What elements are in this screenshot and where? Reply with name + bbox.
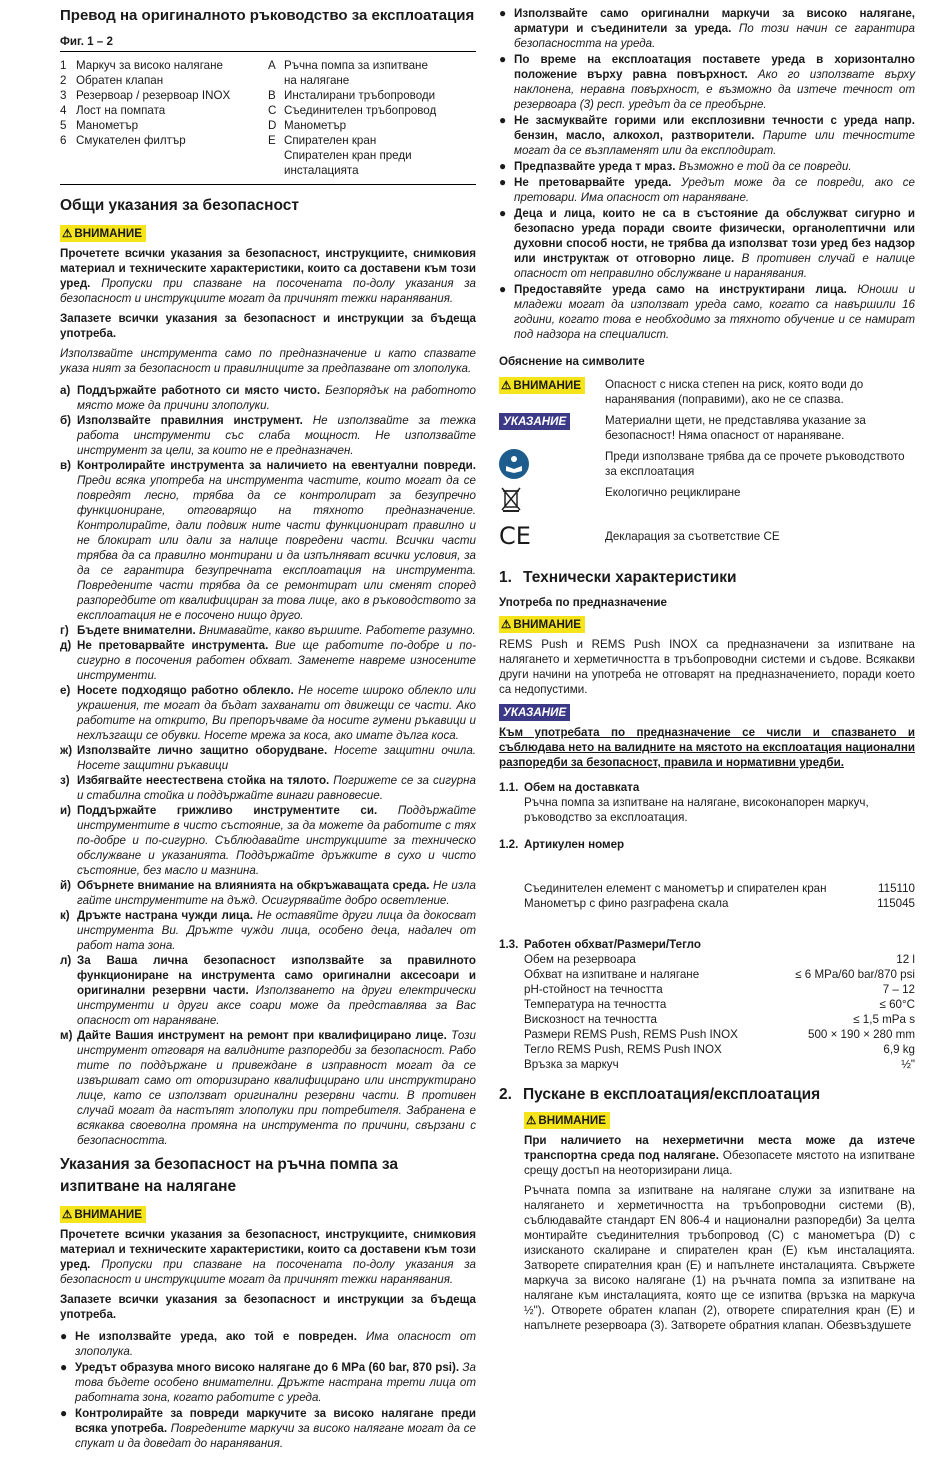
bullet-item [499,159,915,174]
spec-row [524,967,915,982]
safety-rule-bold: За Ваша лична безопасност използвайте за правилното функциониране на инструмента само оригинални аксесоари и оригинални резервни части. [77,954,476,997]
section-2-title: Пускане в експлоатация/експлоатация [523,1086,821,1103]
legend-right-column [268,58,476,178]
bullet-italic: За това бъдете особено внимателни. Дръжте настрана трети лица от работната зона, когато работите с уреда. [75,1361,476,1404]
warning-triangle-icon: ⚠ [62,227,73,240]
spec-name: Температура на течността [524,998,667,1011]
bullet-text [514,159,915,174]
bullet-text [75,1329,476,1359]
legend-key: C [268,104,277,117]
safety-rule-text [77,773,476,803]
warning-label: ВНИМАНИЕ [74,1208,142,1221]
safety-rule-italic: Не използвайте за тежка работа инструменти със слаба мощност. Не използвайте инструмент за цели, за които не е предназначен. [77,414,476,457]
symbol-ce-row [499,523,915,549]
section-1-3-number: 1.3. [499,938,519,951]
spec-name: Обем на резервоара [524,953,636,966]
safety-rule-bold: Не претоварвайте инструмента. [77,639,269,652]
safety-rule-italic: Погрижете се за сигурна и стабилна стойка и поддържайте винаги равновесие. [77,774,476,802]
legend-row [268,58,476,73]
section-1-2-title: Артикулен номер [524,838,625,851]
legend-key: 6 [60,134,67,147]
safety-rule-italic: Безпорядък на работното място може да причини злополуки. [77,384,477,412]
section-1-1-text: Ръчна помпа за изпитване на налягане, високонапорен маркуч, ръководство за експлоатация. [524,796,869,824]
symbol-note-desc: Материални щети, не представлява указание за безопасност! Няма опасност от нараняване. [605,414,866,442]
legend-key: 5 [60,119,67,132]
legend-key: 4 [60,104,67,117]
section-1-number: 1. [499,569,512,586]
pump-intro-italic: Пропуски при спазване на посочената по-долу указания за безопасност и инструкциите могат да причинят тежки наранявания. [60,1258,476,1286]
bullet-text [514,113,915,158]
safety-rule-marker: й) [60,879,71,892]
spec-value: 7 – 12 [882,983,915,996]
spec-row [524,997,915,1012]
general-safety-heading: Общи указания за безопасност [60,197,299,214]
bullet-item [60,1406,476,1451]
legend-row [268,73,476,88]
symbol-note-row [499,413,915,443]
warning-triangle-icon: ⚠ [501,618,512,631]
spec-name: Размери REMS Push, REMS Push INOX [524,1028,738,1041]
safety-rule-item [60,638,476,683]
legend-key: 1 [60,59,67,72]
safety-rule-item [60,623,476,638]
legend-value: Ръчна помпа за изпитване [284,59,428,72]
spec-row [524,952,915,967]
legend-key: D [268,119,277,132]
safety-rule-marker: з) [60,774,70,787]
spec-value: ≤ 1,5 mPa s [853,1013,915,1026]
symbol-warning-badge [499,377,585,394]
safety-rule-text [77,803,476,878]
warning-triangle-icon: ⚠ [62,1208,73,1221]
symbol-warning-desc: Опасност с ниска степен на риск, която води до наранявания (поправими), ако не се спазва. [605,378,864,406]
legend-key: 3 [60,89,67,102]
safety-rule-bold: Използвайте лично защитно оборудване. [77,744,328,757]
safety-rule-italic: Използването на други електрически инструменти и други аксе соари може да представлява за Вас опасност от нараняване. [77,984,476,1027]
spec-list [524,952,915,1072]
safety-rule-bold: Използвайте правилния инструмент. [77,414,303,427]
safety-rule-bold: Бъдете внимателни. [77,624,196,637]
bullet-dot-icon: ● [499,159,507,173]
article-list [524,881,915,911]
safety-rule-text [77,383,476,413]
safety-rule-text [77,683,476,743]
ce-mark-icon: CE [499,522,531,550]
section-1-heading [499,567,915,589]
section-2-number: 2. [499,1086,512,1103]
spec-name: Вискозност на течността [524,1013,657,1026]
legend-key [268,73,284,88]
general-intro-bold: Прочетете всички указания за безопасност, инструкциите, снимковия материал и техническите характеристики, които са доставени към този уред. [60,247,476,290]
sec2-warning-label: ВНИМАНИЕ [538,1114,606,1127]
safety-rule-bold: Контролирайте инструмента за наличието на евентуални повреди. [77,459,476,472]
legend-value: Съединителен тръбопровод [284,104,437,117]
bullet-dot-icon: ● [499,282,507,296]
bullet-italic: Уредът може да се повреди, ако се претовари. Има опасност от нараняване. [514,176,915,204]
bullet-text [514,206,915,281]
pump-safety-bullets [60,1329,476,1451]
safety-rule-marker: и) [60,804,71,817]
safety-rule-bold: Поддържайте грижливо инструментите си. [77,804,378,817]
warning-badge [60,225,146,242]
article-row [524,896,915,911]
symbol-warning-row [499,377,915,407]
safety-rule-marker: д) [60,639,72,652]
spec-row [524,1042,915,1057]
symbol-note-badge: УКАЗАНИЕ [499,413,570,430]
pump-safety-heading: Указания за безопасност на ръчна помпа за изпитване на налягане [60,1156,398,1195]
symbol-ce-desc: Декларация за съответствие CE [605,530,780,543]
safety-rule-italic: Този инструмент отговаря на валидните разпоредби за безопасност. Рабо тите по поддържане и привеждане в изправност могат да се извършват само от оторизирано квалифицирано или инструктирано лице, като се използват оригинални резервни части. В противен случай могат да настъпят злополуки при потребителя. Забранена е всякаква своеволна промяна на инструмента по причини, свързани с безопасността. [77,1029,476,1147]
figure-legend [60,58,476,185]
use-warning-badge [499,616,585,633]
safety-rule-item [60,908,476,953]
document-title: Превод на оригиналното ръководство за експлоатация [60,7,475,24]
safety-rule-bold: Дайте Вашия инструмент на ремонт при квалифицирано лице. [77,1029,447,1042]
safety-rule-marker: е) [60,684,71,697]
bullet-dot-icon: ● [60,1360,68,1374]
safety-rule-item [60,383,476,413]
spec-value: ≤ 60°C [879,998,915,1011]
safety-rule-item [60,878,476,908]
bullet-dot-icon: ● [499,175,507,189]
bullet-bold: Уредът образува много високо налягане до 6 MPa (60 bar, 870 psi). [75,1361,460,1374]
sec2-warning-normal: Обезопасете мястото на изпитване срещу достъп на неоторизирани лица. [524,1149,915,1177]
safety-rule-italic: Не оставяйте други лица да докосват инструмента Ви. Дръжте чужди лица, особено деца, надалеч от работ ната зона. [77,909,476,952]
sec2-procedure-text: Ръчната помпа за изпитване на налягане служи за изпитване на налягането и херметичността на тръбопроводни системи (B), съблюдавайте стандарт EN 806-4 и национални разпоредби) За целта монтирайте съединителния тръбопровод (C) с манометъра (D) с изисканото скалиране и спирателен кран (E) към инсталацията. Затворете спирателния кран (E) и напълнете инсталацията. Свържете маркуча за високо налягане (1) на ръчната помпа за изпитване на налягане към инсталацията, която ще се изпитва (връзка на маркуча ½"). Отворете обратен клапан (2), отворете спирателния кран (E) и напълнете резервоара (3). Затворете обратния клапан. Обезвъздушете [524,1184,915,1332]
bullet-item [499,206,915,281]
safety-rule-text [77,908,476,953]
safety-rule-text [77,458,476,623]
section-1-3-title: Работен обхват/Размери/Тегло [524,938,701,951]
safety-rule-text [77,1028,476,1148]
legend-value: Спирателен кран [284,134,377,147]
safety-rule-marker: м) [60,1029,73,1042]
bullet-item [499,113,915,158]
spec-row [524,1012,915,1027]
bullet-bold: Не претоварвайте уреда. [514,176,672,189]
bullet-italic: Повредените маркучи за високо налягане могат да се спукат и да доведат до наранявания. [75,1422,476,1450]
spec-value: 6,9 kg [883,1043,915,1056]
bullet-italic: Юноши и младежи могат да използват уреда само, когато са навършили 16 години, когато това е необходимо за тяхното обучение и се намират под надзора на специалист. [514,283,915,341]
legend-row [60,103,268,118]
bullet-italic: Има опасност от злополука. [75,1330,476,1358]
bullet-item [60,1360,476,1405]
section-1-1-title: Обем на доставката [524,781,640,794]
safety-rule-bold: Поддържайте работното си място чисто. [77,384,321,397]
legend-value: Смукателен филтър [76,134,186,147]
symbol-read-manual-row [499,449,915,479]
symbol-eco-desc: Екологично рециклиране [605,486,741,499]
article-row [524,881,915,896]
spec-value: 500 × 190 × 280 mm [808,1028,915,1041]
legend-row [268,103,476,118]
safety-rule-bold: Обърнете внимание на влиянията на обкръжаващата среда. [77,879,430,892]
warning-triangle-icon: ⚠ [501,379,512,392]
bullet-bold: Използвайте само оригинални маркучи за високо налягане, арматури и съединители за уреда. [514,7,915,35]
section-1-3 [499,937,915,1072]
left-column [60,6,476,1457]
legend-row [268,148,476,178]
legend-left-column [60,58,268,178]
section-2-heading [499,1084,915,1106]
spec-name: Обхват на изпитване и налягане [524,968,700,981]
article-number: 115110 [878,882,915,895]
bullet-bold: Предпазвайте уреда т мраз. [514,160,676,173]
bullet-item [499,282,915,342]
bullet-dot-icon: ● [499,52,507,66]
section-2-body [499,1110,915,1333]
bullet-italic: В противен случай е налице опасност от неправилно обслужване и наранявания. [514,252,915,280]
safety-rule-text [77,878,476,908]
safety-rule-italic: Не изла гайте инструментите на дъжд. Осигурявайте добро осветление. [77,879,476,907]
spec-row [524,1057,915,1072]
bullet-dot-icon: ● [499,6,507,20]
section-1-title: Технически характеристики [523,569,737,586]
intended-use-text: REMS Push и REMS Push INOX са предназначени за изпитване на налягането и херметичността в тръбопроводни системи и съдове. Всякакви други начини на употреба не отговарят на предназначението, поради което са недопустими. [499,638,915,696]
section-1-2-number: 1.2. [499,838,519,851]
pump-warning-badge [60,1206,146,1223]
use-warning-label: ВНИМАНИЕ [513,618,581,631]
bullet-italic: Възможно е той да се повреди. [675,160,852,173]
safety-rule-bold: Избягвайте неестествена стойка на тялото. [77,774,330,787]
bullet-dot-icon: ● [60,1406,68,1420]
spec-name: Връзка за маркуч [524,1058,619,1071]
spec-name: pH-стойност на течността [524,983,663,996]
safety-rule-marker: в) [60,459,71,472]
safety-rule-item [60,803,476,878]
legend-value: Манометър [284,119,347,132]
legend-key: B [268,89,276,102]
safety-rule-marker: б) [60,414,72,427]
bullet-item [499,52,915,112]
bullet-bold: Деца и лица, които не са в състояние да обслужват сигурно и безопасно уреда поради своите физически, органолептични или духовни способ ности, не трябва да използват този уред без надзор или инструктаж от отговорно лице. [514,207,915,265]
legend-row [60,133,268,148]
safety-rule-italic: Вие ще работите по-добре и по-сигурно в посочения работен обхват. Заменете навреме износените инструменти. [77,639,476,682]
symbol-read-manual-desc: Преди използване трябва да се прочете ръководството за експлоатация [605,450,905,478]
bullet-italic: Парите или течностите могат да се възпламенят или да експлодират. [514,129,915,157]
safety-rule-italic: Внимавайте, какво вършите. Работете разумно. [195,624,476,637]
sec2-warning-badge [524,1112,610,1129]
bullet-bold: Не засмуквайте горими или експлозивни течности с уреда напр. бензин, масло, алкохол, разтворители. [514,114,915,142]
device-safety-bullets [499,6,915,342]
safety-rule-text [77,623,476,638]
use-note-badge: УКАЗАНИЕ [499,704,570,721]
legend-value: Инсталирани тръбопроводи [284,89,436,102]
bullet-item [499,6,915,51]
legend-value: Манометър [76,119,139,132]
safety-rule-item [60,1028,476,1148]
warning-triangle-icon: ⚠ [526,1114,537,1127]
spec-value: ≤ 6 MPa/60 bar/870 psi [795,968,915,981]
section-1-1 [499,780,915,825]
legend-row [60,88,268,103]
legend-row [268,133,476,148]
crossed-bin-icon [499,485,523,513]
legend-value: Лост на помпата [76,104,166,117]
bullet-text [514,282,915,342]
intended-use-heading: Употреба по предназначение [499,596,667,609]
general-intro [60,246,476,306]
safety-rule-item [60,953,476,1028]
bullet-bold: Предоставяйте уреда само на инструктирани лица. [514,283,847,296]
safety-rule-item [60,683,476,743]
legend-value: на налягане [284,74,350,87]
safety-rule-marker: г) [60,624,69,637]
safety-rule-item [60,743,476,773]
bullet-bold: По време на експлоатация поставете уреда в хоризонтално положение върху равна повърхност. [514,53,915,81]
general-safety-list [60,383,476,1148]
safety-rule-marker: а) [60,384,71,397]
article-number: 115045 [877,897,915,910]
bullet-dot-icon: ● [499,113,507,127]
bullet-text [514,175,915,205]
general-intro-italic: Пропуски при спазване на посочената по-долу указания за безопасност и инструкциите могат да причинят тежки наранявания. [60,277,476,305]
section-1-2 [499,837,915,911]
safety-rule-italic: Не носете широко облекло или украшения, те могат да бъдат захванати от движещи се части. Ако работите на открито, Ви препоръчваме да носите гумени ръкавици и нехлъзгащи се обувки. Носете мрежа за коса, ако имате дълга коса. [77,684,476,742]
safety-rule-bold: Дръжте настрана чужди лица. [77,909,253,922]
legend-row [60,118,268,133]
safety-rule-item [60,413,476,458]
legend-value: Резервоар / резервоар INOX [76,89,231,102]
safety-rule-italic: Носете защитни очила. Носете защитни ръкавици [77,744,476,772]
article-name: Манометър с фино разграфена скала [524,897,729,910]
spec-value: ½" [901,1058,915,1071]
symbols-heading: Обяснение на символите [499,355,645,368]
spec-row [524,1027,915,1042]
bullet-text [514,52,915,112]
bullet-text [75,1360,476,1405]
safety-rule-bold: Носете подходящо работно облекло. [77,684,294,697]
legend-row [268,88,476,103]
legend-row [268,118,476,133]
pump-keep-instructions: Запазете всички указания за безопасност и инструкции за бъдеща употреба. [60,1293,476,1321]
legend-key: A [268,59,276,72]
sec2-warning-text [524,1133,915,1178]
section-1-1-number: 1.1. [499,781,519,794]
bullet-italic: По този начин се гарантира безопасността на уреда. [514,22,915,50]
spec-row [524,982,915,997]
figure-label: Фиг. 1 – 2 [60,34,476,52]
legend-key: 2 [60,74,67,87]
article-name: Съединителен елемент с манометър и спирателен кран [524,882,827,895]
warning-label: ВНИМАНИЕ [74,227,142,240]
sec2-warning-bold: При наличието на нехерметични места може да изтече транспортна среда под налягане. [524,1134,915,1162]
legend-value: Обратен клапан [76,74,164,87]
legend-row [60,73,268,88]
pump-intro-bold: Прочетете всички указания за безопасност, инструкциите, снимковия материал и техническите характеристики, които са доставени към този уред. [60,1228,476,1271]
general-use-note: Използвайте инструмента само по предназначение и като спазвате указа ният за безопасност и правилниците за предпазване от злополука. [60,347,476,375]
legend-value: Маркуч за високо налягане [76,59,223,72]
safety-rule-text [77,413,476,458]
safety-rule-text [77,953,476,1028]
safety-rule-marker: к) [60,909,70,922]
safety-rule-marker: ж) [60,744,73,757]
spec-value: 12 l [896,953,915,966]
legend-value: Спирателен кран преди инсталацията [284,149,412,177]
bullet-text [75,1406,476,1451]
legend-row [60,58,268,73]
safety-rule-italic: Поддържайте инструментите в чисто състояние, за да можете да работите с тях по-добре и по-сигурно. Съблюдавайте инструкциите за техническо обслужване и указанията. Поддържайте дръжките в сухо и чисто състояние, без масло и мазнина. [77,804,476,877]
bullet-dot-icon: ● [499,206,507,220]
symbol-warning-label: ВНИМАНИЕ [513,379,581,392]
safety-rule-marker: л) [60,954,72,967]
safety-rule-text [77,743,476,773]
legend-key: E [268,134,276,147]
bullet-text [514,6,915,51]
bullet-item [60,1329,476,1359]
intended-use-note-text: Към употребата по предназначение се числи и спазването и съблюдава нето на валидните на мястото на експлоатация национални разпоредби за безопасност, правила и нормативни уредби. [499,726,915,769]
bullet-bold: Контролирайте за повреди маркучите за високо налягане преди всяка употреба. [75,1407,476,1435]
safety-rule-text [77,638,476,683]
pump-intro [60,1227,476,1287]
safety-rule-italic: Преди всяка употреба на инструмента частите, които могат да се повредят лесно, трябва да се контролират за безупречно функциониране, отговарящо на тяхното предназначение. Контролирайте, дали подвиж ните части функционират правилно и не блокират или дали за налице повредени части. Всички части трябва да са правилно монтирани и да изпълняват всички условия, за да се гарантира безупречната експлоатация на инструмента. Повредените части трябва да се ремонтират или сменят според разпоредбите от квалифициран за това лице, ако в ръководството за експлоатация не е посочено нищо друго. [77,474,476,622]
read-manual-icon [499,449,529,479]
bullet-item [499,175,915,205]
bullet-italic: Ако го използвате върху наклонена, неравна повърхност, е възможно да изтече течност от резервоара (3) респ. уредът да се преобърне. [514,68,915,111]
spec-name: Тегло REMS Push, REMS Push INOX [524,1043,722,1056]
general-keep-instructions: Запазете всички указания за безопасност и инструкции за бъдеща употреба. [60,312,476,340]
legend-key [268,148,284,178]
safety-rule-item [60,773,476,803]
right-column [499,6,915,1338]
symbol-eco-row [499,485,915,517]
bullet-dot-icon: ● [60,1329,68,1343]
safety-rule-item [60,458,476,623]
bullet-bold: Не използвайте уреда, ако той е повреден. [75,1330,357,1343]
